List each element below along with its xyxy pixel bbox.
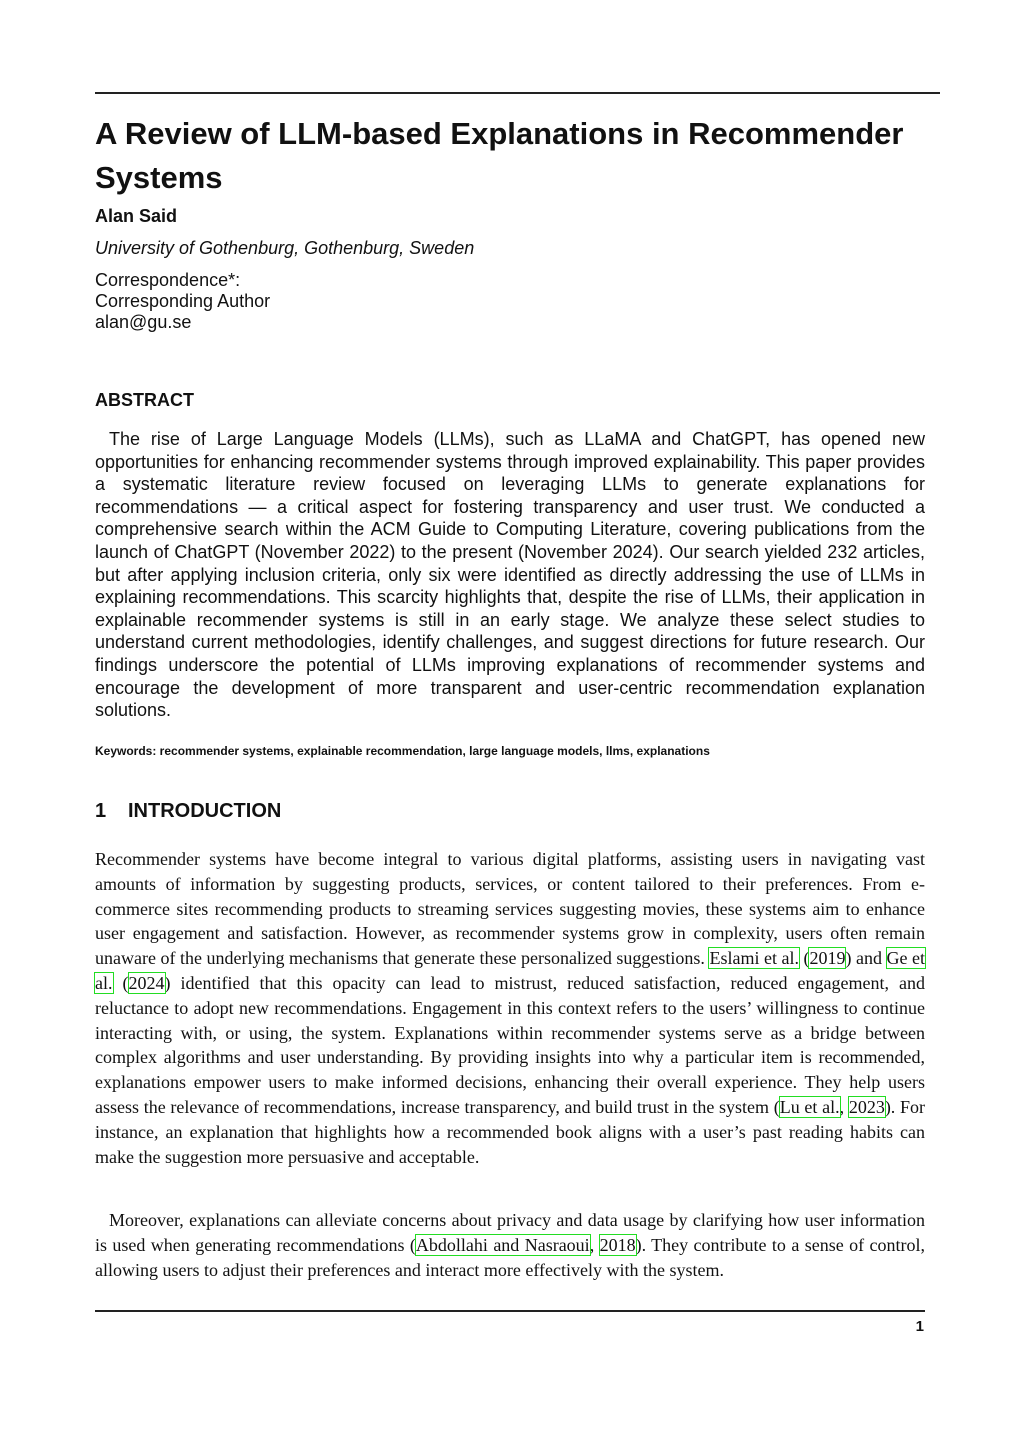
- citation-link[interactable]: 2023: [848, 1096, 885, 1117]
- correspondence-name: Corresponding Author: [95, 291, 271, 311]
- text-run: (: [112, 972, 129, 993]
- author-affiliation: University of Gothenburg, Gothenburg, Sweden: [95, 238, 475, 258]
- citation-link[interactable]: Abdollahi and Nasraoui: [415, 1234, 590, 1255]
- text-run: ,: [839, 1096, 849, 1117]
- text-run: ) identified that this opacity can lead to mistrust, reduced satisfaction, reduced engagement, and reluctance to adopt new recommendations. Engagement in this context refers to the users’ willingness to continue interacting with, or using, the system. Explanations within recommender systems serve as a bridge between complex algorithms and user understanding. By providing insights into why a particular item is recommended, explanations empower users to make informed decisions, enhancing their overall experience. They help users assess the relevance of recommendations, increase transparency, and build trust in the system (: [95, 972, 925, 1117]
- footer-rule: [95, 1310, 925, 1312]
- text-run: ) and: [845, 948, 887, 969]
- keywords: Keywords: recommender systems, explainable recommendation, large language models, llms, explanations: [95, 744, 710, 758]
- intro-paragraph-1: [95, 847, 925, 1169]
- text-run: Moreover, explanations can alleviate concerns about privacy and data usage by clarifying how user information is used when generating recommendations (: [95, 1210, 925, 1255]
- text-run: (: [798, 948, 810, 969]
- paper-title: A Review of LLM-based Explanations in Recommender Systems: [95, 116, 904, 195]
- intro-paragraph-2: [95, 1208, 925, 1282]
- citation-link[interactable]: 2019: [809, 948, 846, 969]
- citation-link[interactable]: Lu et al.: [779, 1096, 840, 1117]
- text-run: ). For instance, an explanation that highlights how a recommended book aligns with a user’s past reading habits can make the suggestion more persuasive and acceptable.: [95, 1096, 926, 1167]
- correspondence-email: alan@gu.se: [95, 312, 192, 332]
- citation-link[interactable]: 2018: [599, 1234, 636, 1255]
- text-run: ,: [589, 1234, 600, 1255]
- abstract-text: The rise of Large Language Models (LLMs), such as LLaMA and ChatGPT, has opened new opportunities for enhancing recommender systems through improved explainability. This paper provides a systematic literature review focused on leveraging LLMs to generate explanations for recommendations — a critical aspect for fostering transparency and user trust. We conducted a comprehensive search within the ACM Guide to Computing Literature, covering publications from the launch of ChatGPT (November 2022) to the present (November 2024). Our search yielded 232 articles, but after applying inclusion criteria, only six were identified as directly addressing the use of LLMs in explaining recommendations. This scarcity highlights that, despite the rise of LLMs, their application in explainable recommender systems is still in an early stage. We analyze these select studies to understand current methodologies, identify challenges, and suggest directions for future research. Our findings underscore the potential of LLMs improving explanations of recommender systems and encourage the development of more transparent and user-centric recommendation explanation solutions.: [95, 429, 925, 721]
- author-name: Alan Said: [95, 206, 178, 226]
- citation-link[interactable]: 2024: [128, 972, 165, 993]
- correspondence-block: [95, 270, 270, 333]
- abstract-heading: ABSTRACT: [95, 390, 194, 410]
- section-heading: [95, 800, 281, 823]
- page-number: 1: [915, 1318, 924, 1335]
- section-number: 1: [95, 800, 107, 822]
- citation-link[interactable]: Ge et al.: [95, 948, 925, 993]
- correspondence-label: Correspondence*:: [95, 270, 241, 290]
- section-title: INTRODUCTION: [128, 800, 282, 822]
- text-run: ). They contribute to a sense of control, allowing users to adjust their preferences and interact more effectively with the system.: [95, 1234, 925, 1280]
- header-rule: [95, 92, 940, 94]
- text-run: Recommender systems have become integral to various digital platforms, assisting users in navigating vast amounts of information by suggesting products, services, or content tailored to their preferences. From e-commerce sites recommending products to streaming services suggesting movies, these systems aim to enhance user engagement and satisfaction. However, as recommender systems grow in complexity, users often remain unaware of the underlying mechanisms that generate these personalized suggestions.: [95, 849, 925, 969]
- citation-link[interactable]: Eslami et al.: [709, 948, 799, 969]
